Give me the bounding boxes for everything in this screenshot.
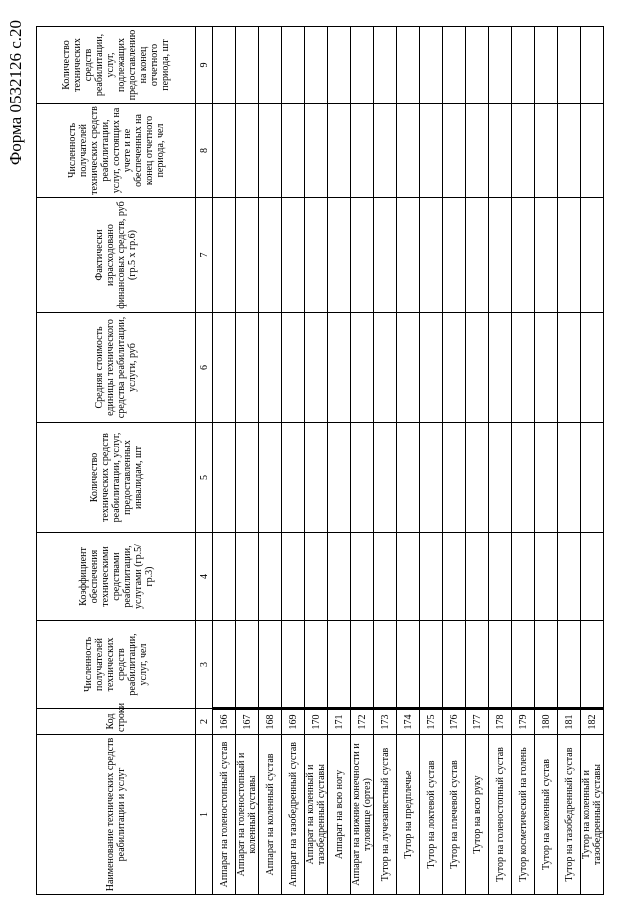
value-cell[interactable] <box>328 621 351 709</box>
value-cell[interactable] <box>351 621 374 709</box>
value-cell[interactable] <box>328 313 351 423</box>
value-cell[interactable] <box>535 198 558 313</box>
value-cell[interactable] <box>512 313 535 423</box>
value-cell[interactable] <box>213 198 236 313</box>
col-header-2: Код строки <box>37 709 196 735</box>
header-row <box>37 27 196 895</box>
row-name: Тутор на коленный и тазобедренный суставы <box>581 735 604 895</box>
col-number: 7 <box>196 198 213 313</box>
value-cell[interactable] <box>512 198 535 313</box>
value-cell[interactable] <box>305 423 328 533</box>
value-cell[interactable] <box>443 621 466 709</box>
col-header-9: Количество технических средств реабилитации, услуг, подлежащих предоставлению на конец отчетного периода, шт <box>37 27 196 104</box>
value-cell[interactable] <box>236 313 259 423</box>
value-cell[interactable] <box>351 27 374 104</box>
row-code: 176 <box>443 709 466 735</box>
value-cell[interactable] <box>558 423 581 533</box>
table-row <box>282 27 305 895</box>
row-name: Аппарат на тазобедренный сустав <box>282 735 305 895</box>
value-cell[interactable] <box>443 313 466 423</box>
col-number: 3 <box>196 621 213 709</box>
value-cell[interactable] <box>443 104 466 198</box>
value-cell[interactable] <box>236 104 259 198</box>
value-cell[interactable] <box>236 533 259 621</box>
value-cell[interactable] <box>305 621 328 709</box>
value-cell[interactable] <box>558 27 581 104</box>
value-cell[interactable] <box>535 621 558 709</box>
row-name: Аппарат на голеностопный и коленный суставы <box>236 735 259 895</box>
col-header-8: Численность получателей технических средств реабилитации, услуг, состоящих на учете и не обеспеченных на конец отчетного периода, чел <box>37 104 196 198</box>
value-cell[interactable] <box>328 27 351 104</box>
value-cell[interactable] <box>213 423 236 533</box>
value-cell[interactable] <box>489 104 512 198</box>
column-number-row <box>196 27 213 895</box>
row-code: 166 <box>213 709 236 735</box>
table-row <box>489 27 512 895</box>
row-name: Тутор на локтевой сустав <box>420 735 443 895</box>
value-cell[interactable] <box>535 104 558 198</box>
value-cell[interactable] <box>213 313 236 423</box>
col-number: 4 <box>196 533 213 621</box>
row-name: Аппарат на всю ногу <box>328 735 351 895</box>
value-cell[interactable] <box>282 27 305 104</box>
table-row <box>535 27 558 895</box>
value-cell[interactable] <box>282 423 305 533</box>
value-cell[interactable] <box>259 423 282 533</box>
value-cell[interactable] <box>558 313 581 423</box>
value-cell[interactable] <box>581 621 604 709</box>
value-cell[interactable] <box>236 27 259 104</box>
col-header-1: Наименование технических средств реабилитации и услуг <box>37 735 196 895</box>
value-cell[interactable] <box>397 621 420 709</box>
col-number: 1 <box>196 735 213 895</box>
value-cell[interactable] <box>328 423 351 533</box>
value-cell[interactable] <box>466 27 489 104</box>
value-cell[interactable] <box>374 423 397 533</box>
value-cell[interactable] <box>443 423 466 533</box>
value-cell[interactable] <box>535 313 558 423</box>
col-number: 6 <box>196 313 213 423</box>
value-cell[interactable] <box>489 27 512 104</box>
row-name: Тутор на всю руку <box>466 735 489 895</box>
row-code: 179 <box>512 709 535 735</box>
value-cell[interactable] <box>374 313 397 423</box>
value-cell[interactable] <box>305 27 328 104</box>
row-name: Тутор на плечевой сустав <box>443 735 466 895</box>
row-code: 181 <box>558 709 581 735</box>
col-header-5: Количество технических средств реабилитации, услуг, предоставленных инвалидам, шт <box>37 423 196 533</box>
row-code: 180 <box>535 709 558 735</box>
value-cell[interactable] <box>374 104 397 198</box>
col-number: 8 <box>196 104 213 198</box>
report-table <box>36 26 604 895</box>
value-cell[interactable] <box>397 533 420 621</box>
value-cell[interactable] <box>466 533 489 621</box>
value-cell[interactable] <box>466 423 489 533</box>
row-code: 167 <box>236 709 259 735</box>
value-cell[interactable] <box>443 198 466 313</box>
col-header-7: Фактически израсходовано финансовых средств, руб (гр.5 х гр.6) <box>37 198 196 313</box>
value-cell[interactable] <box>305 198 328 313</box>
col-number: 9 <box>196 27 213 104</box>
table-row <box>374 27 397 895</box>
row-code: 174 <box>397 709 420 735</box>
table-row <box>397 27 420 895</box>
value-cell[interactable] <box>512 104 535 198</box>
value-cell[interactable] <box>328 533 351 621</box>
value-cell[interactable] <box>213 621 236 709</box>
row-name: Тутор на тазобедренный сустав <box>558 735 581 895</box>
value-cell[interactable] <box>558 533 581 621</box>
value-cell[interactable] <box>489 621 512 709</box>
row-code: 168 <box>259 709 282 735</box>
value-cell[interactable] <box>351 533 374 621</box>
table-row <box>236 27 259 895</box>
row-name: Тутор косметический на голень <box>512 735 535 895</box>
value-cell[interactable] <box>259 198 282 313</box>
value-cell[interactable] <box>581 27 604 104</box>
value-cell[interactable] <box>489 423 512 533</box>
table-row <box>512 27 535 895</box>
value-cell[interactable] <box>581 423 604 533</box>
value-cell[interactable] <box>282 104 305 198</box>
value-cell[interactable] <box>236 198 259 313</box>
value-cell[interactable] <box>397 198 420 313</box>
value-cell[interactable] <box>443 27 466 104</box>
value-cell[interactable] <box>259 621 282 709</box>
value-cell[interactable] <box>351 104 374 198</box>
value-cell[interactable] <box>581 313 604 423</box>
row-code: 172 <box>351 709 374 735</box>
value-cell[interactable] <box>305 533 328 621</box>
col-number: 5 <box>196 423 213 533</box>
table-row <box>259 27 282 895</box>
table-row <box>466 27 489 895</box>
value-cell[interactable] <box>581 198 604 313</box>
value-cell[interactable] <box>535 27 558 104</box>
value-cell[interactable] <box>512 533 535 621</box>
table-row <box>213 27 236 895</box>
table-row <box>581 27 604 895</box>
value-cell[interactable] <box>259 104 282 198</box>
value-cell[interactable] <box>420 533 443 621</box>
value-cell[interactable] <box>351 198 374 313</box>
value-cell[interactable] <box>282 198 305 313</box>
value-cell[interactable] <box>581 104 604 198</box>
value-cell[interactable] <box>305 313 328 423</box>
form-code: Форма 0532126 с.20 <box>6 20 25 166</box>
value-cell[interactable] <box>466 198 489 313</box>
value-cell[interactable] <box>466 621 489 709</box>
value-cell[interactable] <box>535 423 558 533</box>
value-cell[interactable] <box>282 313 305 423</box>
value-cell[interactable] <box>351 313 374 423</box>
value-cell[interactable] <box>489 533 512 621</box>
table-row <box>305 27 328 895</box>
value-cell[interactable] <box>374 27 397 104</box>
row-name: Аппарат на голеностопный сустав <box>213 735 236 895</box>
table-row <box>328 27 351 895</box>
table-row <box>420 27 443 895</box>
value-cell[interactable] <box>443 533 466 621</box>
value-cell[interactable] <box>282 533 305 621</box>
value-cell[interactable] <box>328 104 351 198</box>
row-name: Тутор на коленный сустав <box>535 735 558 895</box>
value-cell[interactable] <box>259 27 282 104</box>
row-name: Аппарат на нижние конечности и туловище (ортез) <box>351 735 374 895</box>
value-cell[interactable] <box>305 104 328 198</box>
table-row <box>558 27 581 895</box>
value-cell[interactable] <box>213 533 236 621</box>
table-row <box>443 27 466 895</box>
value-cell[interactable] <box>236 423 259 533</box>
value-cell[interactable] <box>466 313 489 423</box>
value-cell[interactable] <box>420 423 443 533</box>
value-cell[interactable] <box>397 27 420 104</box>
value-cell[interactable] <box>259 533 282 621</box>
value-cell[interactable] <box>374 621 397 709</box>
value-cell[interactable] <box>420 198 443 313</box>
row-name: Тутор на голеностопный сустав <box>489 735 512 895</box>
value-cell[interactable] <box>374 533 397 621</box>
row-name: Аппарат на коленный и тазобедренный суставы <box>305 735 328 895</box>
value-cell[interactable] <box>259 313 282 423</box>
col-header-4: Коэффициент обеспечения техническими средствами реабилитации, услугами (гр.5/гр.3) <box>37 533 196 621</box>
row-code: 170 <box>305 709 328 735</box>
col-header-6: Средняя стоимость единицы технического средства реабилитации, услуги, руб <box>37 313 196 423</box>
value-cell[interactable] <box>420 104 443 198</box>
value-cell[interactable] <box>558 621 581 709</box>
value-cell[interactable] <box>558 104 581 198</box>
row-code: 171 <box>328 709 351 735</box>
row-name: Тутор на лучезапястный сустав <box>374 735 397 895</box>
value-cell[interactable] <box>535 533 558 621</box>
value-cell[interactable] <box>581 533 604 621</box>
value-cell[interactable] <box>282 621 305 709</box>
table-body <box>213 27 604 895</box>
row-code: 169 <box>282 709 305 735</box>
row-code: 182 <box>581 709 604 735</box>
value-cell[interactable] <box>420 621 443 709</box>
value-cell[interactable] <box>512 423 535 533</box>
value-cell[interactable] <box>558 198 581 313</box>
row-name: Аппарат на коленный сустав <box>259 735 282 895</box>
value-cell[interactable] <box>397 423 420 533</box>
row-code: 177 <box>466 709 489 735</box>
value-cell[interactable] <box>466 104 489 198</box>
value-cell[interactable] <box>236 621 259 709</box>
row-code: 173 <box>374 709 397 735</box>
value-cell[interactable] <box>374 198 397 313</box>
value-cell[interactable] <box>213 104 236 198</box>
value-cell[interactable] <box>328 198 351 313</box>
row-code: 175 <box>420 709 443 735</box>
value-cell[interactable] <box>512 27 535 104</box>
col-header-3: Численность получателей технических средств реабилитации, услуг, чел <box>37 621 196 709</box>
row-code: 178 <box>489 709 512 735</box>
value-cell[interactable] <box>512 621 535 709</box>
col-number: 2 <box>196 709 213 735</box>
row-name: Тутор на предплечье <box>397 735 420 895</box>
value-cell[interactable] <box>420 313 443 423</box>
table-row <box>351 27 374 895</box>
value-cell[interactable] <box>489 313 512 423</box>
value-cell[interactable] <box>351 423 374 533</box>
value-cell[interactable] <box>213 27 236 104</box>
value-cell[interactable] <box>489 198 512 313</box>
value-cell[interactable] <box>397 313 420 423</box>
value-cell[interactable] <box>397 104 420 198</box>
value-cell[interactable] <box>420 27 443 104</box>
